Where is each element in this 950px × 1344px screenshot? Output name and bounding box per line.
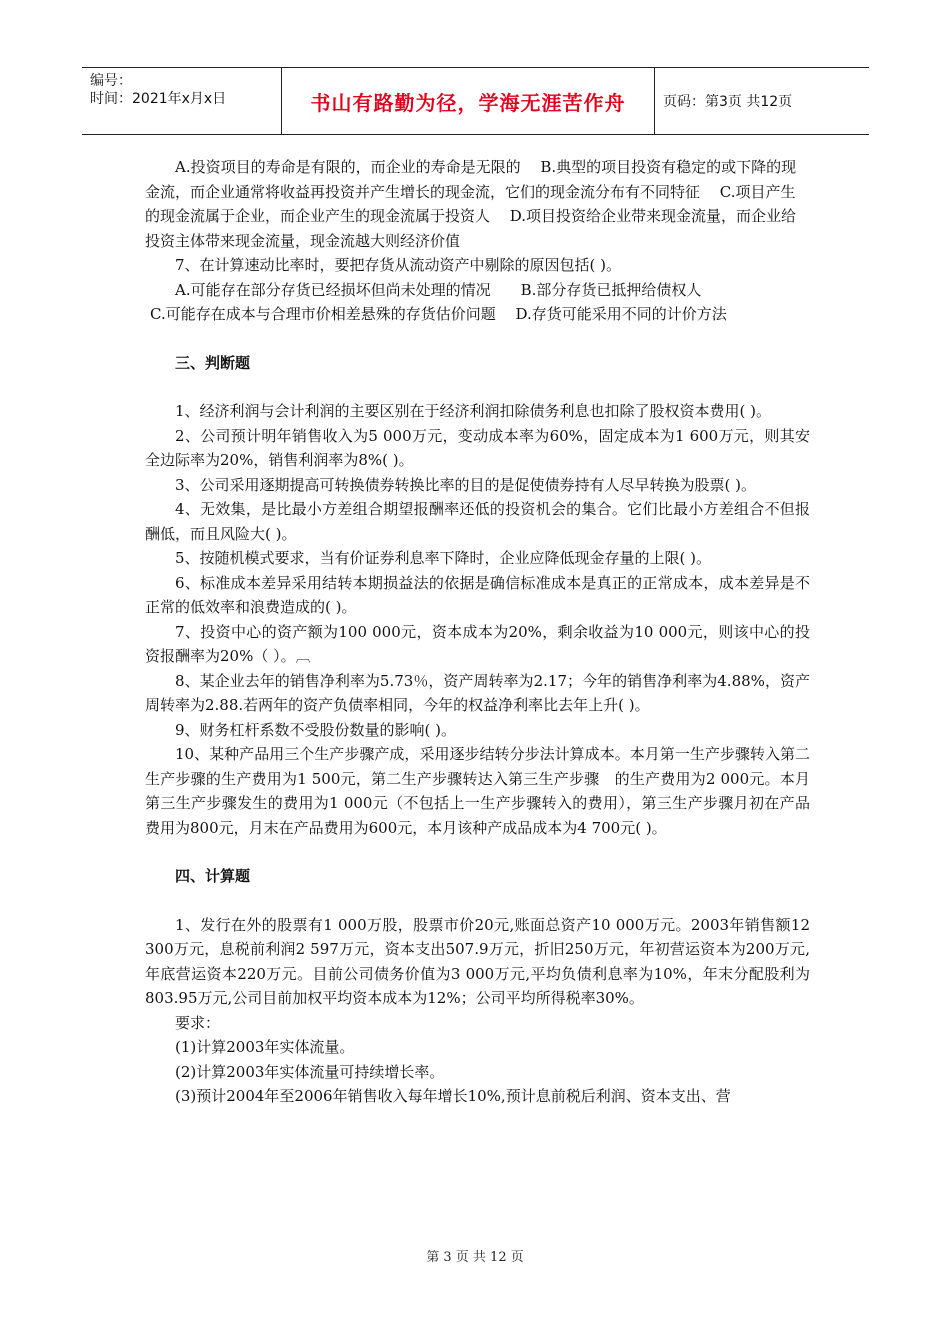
question-6-options: A.投资项目的寿命是有限的，而企业的寿命是无限的 B.典型的项目投资有稳定的或下降的现金流，而企业通常将收益再投资并产生增长的现金流，它们的现金流分布有不同特征 C.项目产生的现金流属于企业，而企业产生的现金流属于投资人 D.项目投资给企业带来现金流量，而企业给投资主体带来现金流量，现金流越大则经济价值 — [145, 158, 797, 250]
question-7-options-line-2: C.可能存在成本与合理市价相差悬殊的存货估价问题 D.存货可能采用不同的计价方法 — [150, 305, 727, 323]
document-number-label: 编号： — [90, 73, 132, 89]
question-7-options-line-1: A.可能存在部分存货已经损坏但尚未处理的情况 B.部分存货已抵押给债权人 — [175, 280, 702, 299]
judgment-item: 1、经济利润与会计利润的主要区别在于经济利润扣除债务利息也扣除了股权资本费用( )。 — [175, 402, 772, 420]
judgment-item: 4、无效集，是比最小方差组合期望报酬率还低的投资机会的集合。它们比最小方差组合不但报酬低，而且风险大( )。 — [145, 500, 810, 543]
header-page-number: 页码：第3页 共12页 — [663, 94, 793, 110]
judgment-item: 8、某企业去年的销售净利率为5.73％，资产周转率为2.17；今年的销售净利率为4.88%，资产周转率为2.88.若两年的资产负债率相同，今年的权益净利率比去年上升( )。 — [145, 671, 810, 714]
requirement-item: (1)计算2003年实体流量。 — [175, 1038, 355, 1056]
section-title-judgment: 三、判断题 — [175, 353, 251, 372]
document-body — [145, 155, 810, 1109]
calculation-question-1: 1、发行在外的股票有1 000万股，股票市价20元,账面总资产10 000万元。2003年销售额12 300万元，息税前利润2 597万元，资本支出507.9万元，折旧250万元，年初营运资本为200万元,年底营运资本220万元。目前公司债务价值为3 000万元,平均负债利息率为10%，年末分配股利为803.95万元,公司目前加权平均资本成本为12%；公司平均所得税率30%。 — [145, 915, 810, 1007]
page-footer: 第 3 页 共 12 页 — [426, 1250, 524, 1265]
judgment-item: 7、投资中心的资产额为100 000元，资本成本为20%，剩余收益为10 000元，则该中心的投资报酬率为20%（ ）。︹ — [145, 622, 810, 665]
judgment-item: 2、公司预计明年销售收入为5 000万元，变动成本率为60%，固定成本为1 600万元，则其安全边际率为20%，销售利润率为8%( )。 — [145, 426, 810, 469]
page-header — [82, 67, 869, 135]
requirement-item: (2)计算2003年实体流量可持续增长率。 — [175, 1062, 445, 1081]
section-title-calculation: 四、计算题 — [175, 867, 251, 885]
judgment-item: 3、公司采用逐期提高可转换债券转换比率的目的是促使债券持有人尽早转换为股票( )。 — [175, 475, 757, 494]
header-motto: 书山有路勤为径，学海无涯苦作舟 — [282, 68, 655, 134]
question-7-stem: 7、在计算速动比率时，要把存货从流动资产中剔除的原因包括( )。 — [175, 256, 622, 274]
requirement-item: (3)预计2004年至2006年销售收入每年增长10%,预计息前税后利润、资本支出、营 — [175, 1087, 731, 1105]
requirements-label: 要求： — [175, 1013, 221, 1032]
judgment-item: 9、财务杠杆系数不受股份数量的影响( )。 — [175, 720, 457, 739]
header-meta — [82, 68, 282, 134]
judgment-item: 6、标准成本差异采用结转本期损益法的依据是确信标准成本是真正的正常成本，成本差异是不正常的低效率和浪费造成的( )。 — [145, 573, 810, 616]
judgment-item: 5、按随机模式要求，当有价证券利息率下降时，企业应降低现金存量的上限( )。 — [175, 549, 712, 567]
document-date-label: 时间：2021年x月x日 — [90, 91, 227, 107]
judgment-item: 10、某种产品用三个生产步骤产成，采用逐步结转分步法计算成本。本月第一生产步骤转入第二生产步骤的生产费用为1 500元，第二生产步骤转达入第三生产步骤 的生产费用为2 000元。本月第三生产步骤发生的费用为1 000元（不包括上一生产步骤转入的费用），第三生产步骤月初在产品费用为800元，月末在产品费用为600元，本月该种产成品成本为4 700元( )。 — [145, 745, 810, 837]
